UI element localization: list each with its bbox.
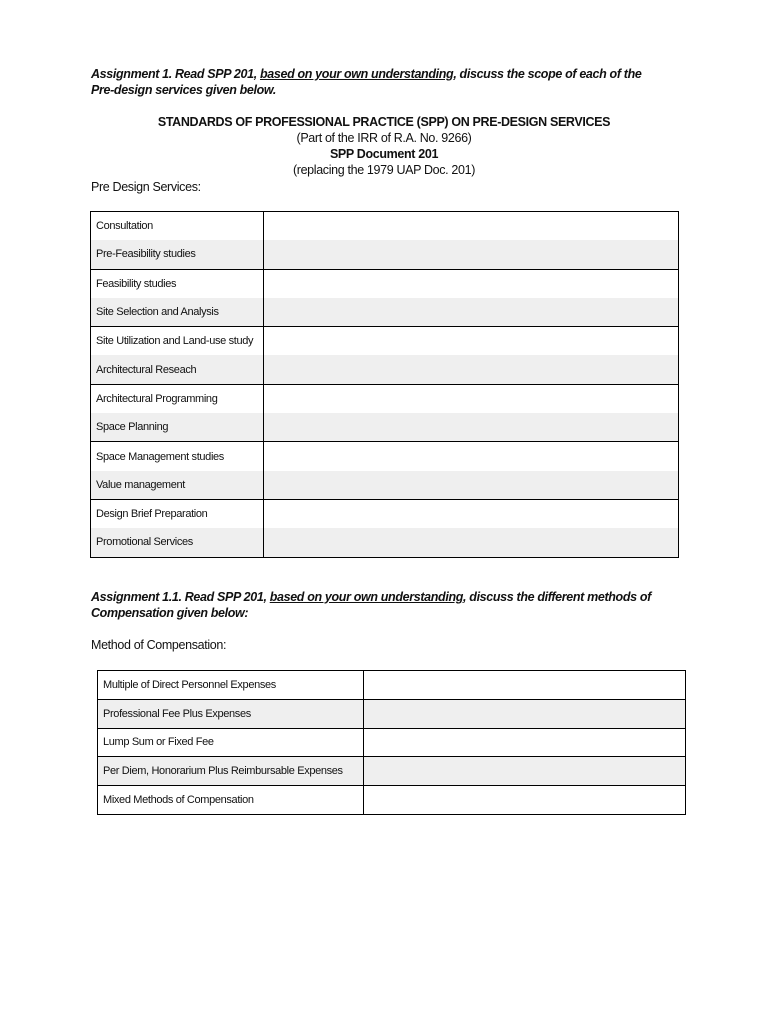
table-row xyxy=(98,728,686,757)
row-label: Space Management studies xyxy=(91,442,264,471)
answer-cell[interactable] xyxy=(264,384,679,413)
table-row xyxy=(91,384,679,413)
heading-subtitle: (Part of the IRR of R.A. No. 9266) xyxy=(296,131,472,145)
heading-title: STANDARDS OF PROFESSIONAL PRACTICE (SPP) ON PRE-DESIGN SERVICES xyxy=(157,115,611,129)
pre-design-label: Pre Design Services: xyxy=(91,180,201,194)
compensation-label: Method of Compensation: xyxy=(91,638,227,652)
answer-cell[interactable] xyxy=(264,355,679,384)
compensation-methods-table xyxy=(97,670,686,815)
table-row xyxy=(91,442,679,471)
row-label: Architectural Reseach xyxy=(91,355,264,384)
row-label: Architectural Programming xyxy=(91,384,264,413)
answer-cell[interactable] xyxy=(264,499,679,528)
row-label: Promotional Services xyxy=(91,528,264,557)
assignment-1-underlined: based on your own understanding xyxy=(259,67,454,81)
row-label: Site Selection and Analysis xyxy=(91,298,264,327)
row-label: Design Brief Preparation xyxy=(91,499,264,528)
heading-document: SPP Document 201 xyxy=(329,147,439,161)
assignment-1-instructions xyxy=(91,66,651,98)
assignment-1-1-prefix: Assignment 1.1. Read SPP 201, xyxy=(91,590,270,604)
row-label: Lump Sum or Fixed Fee xyxy=(98,728,364,757)
pre-design-services-table xyxy=(90,211,679,558)
row-label: Value management xyxy=(91,471,264,500)
row-label: Mixed Methods of Compensation xyxy=(98,786,364,815)
table-row xyxy=(91,499,679,528)
table-row xyxy=(91,528,679,557)
table-row xyxy=(91,212,679,241)
table-row xyxy=(91,240,679,269)
answer-cell[interactable] xyxy=(264,298,679,327)
answer-cell[interactable] xyxy=(364,786,686,815)
assignment-1-1-suffix: , discuss the different methods of Compensation given below: xyxy=(91,590,651,620)
answer-cell[interactable] xyxy=(264,327,679,356)
row-label: Consultation xyxy=(91,212,264,241)
row-label: Per Diem, Honorarium Plus Reimbursable Expenses xyxy=(98,757,364,786)
row-label: Professional Fee Plus Expenses xyxy=(98,699,364,728)
answer-cell[interactable] xyxy=(364,728,686,757)
table-row xyxy=(98,786,686,815)
answer-cell[interactable] xyxy=(364,671,686,700)
answer-cell[interactable] xyxy=(264,240,679,269)
table-row xyxy=(98,699,686,728)
row-label: Feasibility studies xyxy=(91,269,264,298)
answer-cell[interactable] xyxy=(264,528,679,557)
table-row xyxy=(91,413,679,442)
table-row xyxy=(91,471,679,500)
row-label: Pre-Feasibility studies xyxy=(91,240,264,269)
answer-cell[interactable] xyxy=(264,269,679,298)
answer-cell[interactable] xyxy=(264,471,679,500)
table-row xyxy=(91,269,679,298)
answer-cell[interactable] xyxy=(364,699,686,728)
answer-cell[interactable] xyxy=(364,757,686,786)
answer-cell[interactable] xyxy=(264,413,679,442)
row-label: Site Utilization and Land-use study xyxy=(91,327,264,356)
table-row xyxy=(91,298,679,327)
assignment-1-1-underlined: based on your own understanding xyxy=(269,590,464,604)
assignment-1-prefix: Assignment 1. Read SPP 201, xyxy=(91,67,260,81)
document-heading xyxy=(0,114,768,178)
table-row xyxy=(98,671,686,700)
answer-cell[interactable] xyxy=(264,442,679,471)
row-label: Multiple of Direct Personnel Expenses xyxy=(98,671,364,700)
table-row xyxy=(98,757,686,786)
table-row xyxy=(91,355,679,384)
heading-replacing: (replacing the 1979 UAP Doc. 201) xyxy=(292,163,476,177)
answer-cell[interactable] xyxy=(264,212,679,241)
table-row xyxy=(91,327,679,356)
assignment-1-1-instructions xyxy=(91,589,651,621)
row-label: Space Planning xyxy=(91,413,264,442)
assignment-1-suffix: , discuss the scope of each of the Pre-design services given below. xyxy=(91,67,642,97)
